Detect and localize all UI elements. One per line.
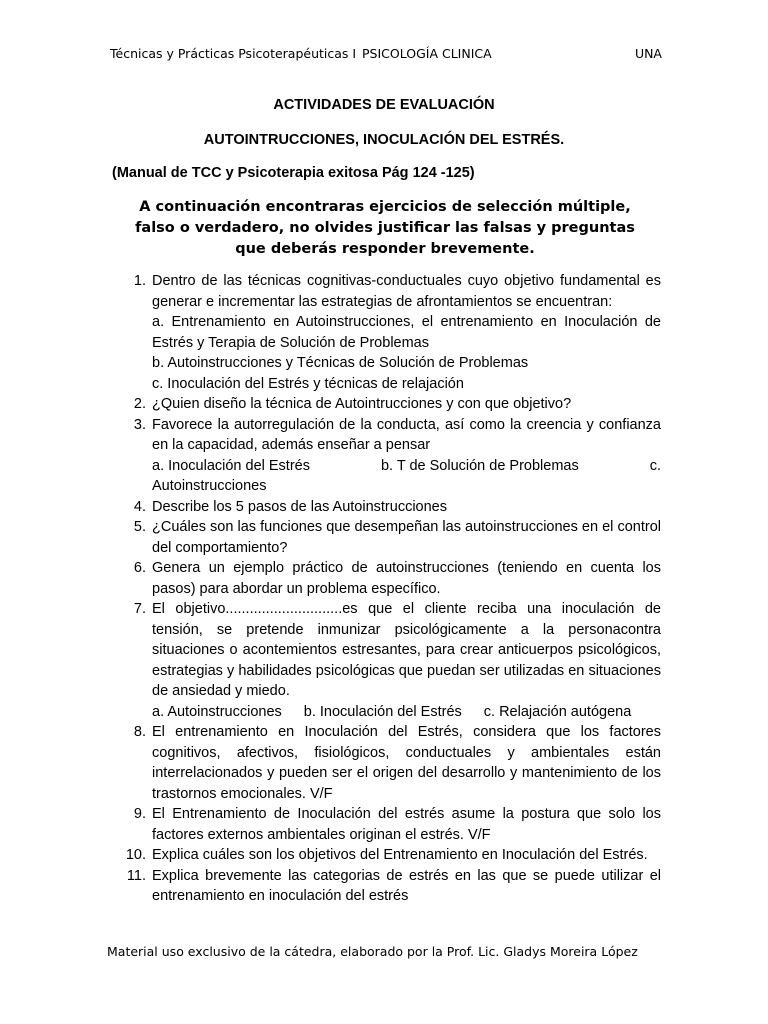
- option-a: a. Inoculación del Estrés: [152, 457, 310, 474]
- department-name: PSICOLOGÍA CLINICA: [362, 46, 492, 61]
- option-c: c. Relajación autógena: [483, 703, 632, 720]
- document-title: ACTIVIDADES DE EVALUACIÓN: [273, 97, 495, 113]
- options-row: [152, 702, 661, 723]
- question-number: 3.: [133, 416, 146, 433]
- question-item: [120, 599, 661, 722]
- page-footer: Material uso exclusivo de la cátedra, elaborado por la Prof. Lic. Gladys Moreira López: [107, 944, 638, 959]
- question-number: 5.: [133, 519, 146, 535]
- option-c: c. Inoculación del Estrés y técnicas de relajación: [152, 375, 464, 392]
- question-item: [120, 722, 661, 804]
- question-text: Describe los 5 pasos de las Autoinstrucciones: [152, 498, 447, 515]
- question-item: [120, 271, 661, 394]
- question-number: 9.: [133, 806, 146, 822]
- question-list: [120, 271, 661, 907]
- question-number: 10.: [125, 847, 146, 863]
- option-b: b. Autoinstrucciones y Técnicas de Solución de Problemas: [152, 355, 529, 371]
- option-b: b. Inoculación del Estrés: [303, 703, 462, 720]
- option-a: a. Entrenamiento en Autoinstrucciones, el entrenamiento en Inoculación de Estrés y Terapia de Solución de Problemas: [152, 314, 661, 351]
- question-text: El entrenamiento en Inoculación del Estrés, considera que los factores cognitivos, afectivos, fisiológicos, conductuales y ambientales están interrelacionados y pueden ser el origen del desarrollo y mantenimiento de los trastornos emocionales. V/F: [152, 724, 661, 802]
- question-number: 2.: [133, 396, 146, 412]
- option-c: c.: [649, 457, 661, 474]
- page-header: [110, 46, 662, 64]
- question-number: 6.: [133, 560, 146, 576]
- question-text: Dentro de las técnicas cognitivas-conductuales cuyo objetivo fundamental es generar e incrementar las estrategias de afrontamientos se encuentran:: [152, 273, 661, 310]
- instructions-paragraph: A continuación encontraras ejercicios de selección múltiple, falso o verdadero, no olvides justificar las falsas y preguntas que deberás responder brevemente.: [135, 199, 635, 257]
- question-text: ¿Quien diseño la técnica de Autointrucciones y con que objetivo?: [152, 396, 572, 412]
- question-item: [120, 394, 661, 415]
- question-item: [120, 866, 661, 907]
- options-row: [152, 456, 661, 477]
- question-item: [120, 804, 661, 845]
- course-name: Técnicas y Prácticas Psicoterapéuticas I: [110, 46, 357, 61]
- document-subtitle: AUTOINTRUCCIONES, INOCULACIÓN DEL ESTRÉS.: [203, 132, 565, 148]
- manual-reference: (Manual de TCC y Psicoterapia exitosa Pág 124 -125): [112, 165, 475, 181]
- question-item: [120, 415, 661, 497]
- option-c-continued: Autoinstrucciones: [152, 478, 267, 494]
- question-text: Genera un ejemplo práctico de autoinstrucciones (teniendo en cuenta los pasos) para abordar un problema específico.: [152, 560, 661, 597]
- university-name: UNA: [634, 46, 662, 61]
- question-item: [120, 558, 661, 599]
- option-b: b. T de Solución de Problemas: [380, 457, 579, 474]
- question-number: 11.: [126, 867, 146, 884]
- question-number: 7.: [133, 601, 146, 617]
- question-text: Explica cuáles son los objetivos del Entrenamiento en Inoculación del Estrés.: [152, 847, 648, 863]
- question-text: ¿Cuáles son las funciones que desempeñan las autoinstrucciones en el control del comportamiento?: [152, 519, 661, 556]
- question-number: 4.: [133, 498, 146, 515]
- question-text: El Entrenamiento de Inoculación del estrés asume la postura que solo los factores externos ambientales originan el estrés. V/F: [152, 806, 661, 843]
- option-a: a. Autoinstrucciones: [152, 703, 282, 720]
- question-text: Explica brevemente las categorias de estrés en las que se puede utilizar el entrenamiento en inoculación del estrés: [152, 867, 661, 904]
- question-item: [120, 517, 661, 558]
- question-item: [120, 497, 661, 518]
- question-text: El objetivo.............................es que el cliente reciba una inoculación de tensión, se pretende inmunizar psicológicamente a la personacontra situaciones o acontemientos estresantes, para crear anticuerpos psicológicos, estrategias y habilidades psicológicas que puedan ser utilizadas en situaciones de ansiedad y miedo.: [152, 601, 661, 699]
- question-item: [120, 845, 661, 866]
- question-text: Favorece la autorregulación de la conducta, así como la creencia y confianza en la capacidad, además enseñar a pensar: [152, 416, 661, 453]
- question-number: 1.: [133, 273, 146, 289]
- question-number: 8.: [133, 724, 146, 740]
